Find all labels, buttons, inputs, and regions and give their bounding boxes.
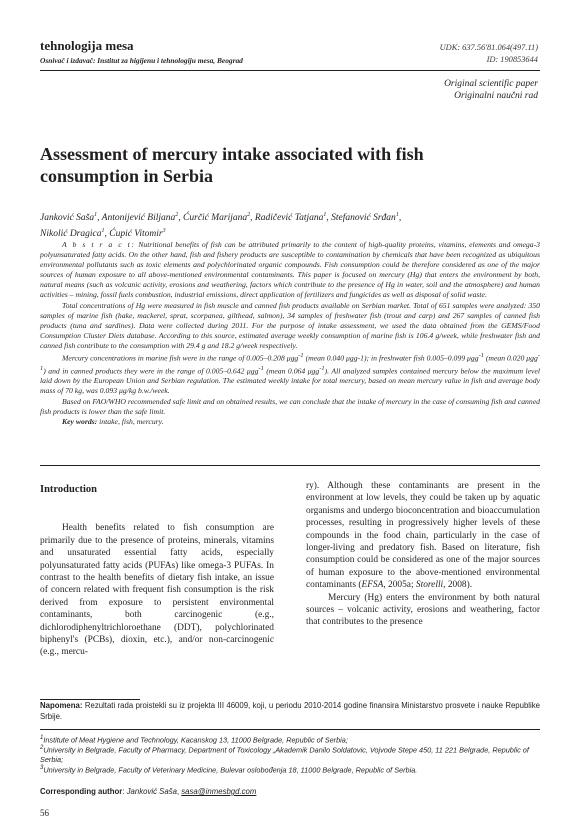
abstract-text: (mean 0.064 μgg	[263, 366, 320, 376]
author-affiliation-mark: 1	[395, 212, 399, 218]
author-affiliation-mark: 1	[323, 212, 327, 218]
intro-paragraph-right	[306, 480, 540, 592]
author-separator: ,	[97, 213, 102, 224]
author-name: Ćurčić Marijana	[183, 213, 248, 224]
udk-code: UDK: 637.56'81.064(497.11)	[439, 43, 538, 52]
footnote-text: Institute of Meat Hygiene and Technology, Kacanskog 13, 11000 Belgrade, Republic of Serbia;	[43, 735, 348, 745]
funding-note	[40, 701, 540, 722]
author-affiliation-mark: 3	[162, 228, 166, 235]
corresponding-name: Janković Saša	[126, 787, 177, 796]
record-id: ID: 190853644	[486, 55, 538, 64]
superscript: -1	[319, 364, 325, 372]
left-column	[40, 480, 274, 659]
body-text: , 2005a;	[383, 580, 416, 591]
superscript: -1	[478, 352, 484, 360]
superscript: -1	[258, 364, 264, 372]
footnote-text: University in Belgrade, Faculty of Veterinary Medicine, Bulevar oslobođenja 18, 11000 Belgrade, Republic of Serbia.	[43, 765, 418, 775]
author-separator: ,	[104, 229, 110, 240]
footnote-text: University in Belgrade, Faculty of Pharmacy, Department of Toxicology „Akademik Danilo Soldatovic, Vojvode Stepe 450, 11 221 Belgrade, Republic of Serbia;	[40, 745, 529, 764]
abstract-paragraph-4: Based on FAO/WHO recommended safe limit and on obtained results, we can conclude that the intake of mercury in the case of consuming fish and canned fish products is lower than the safe limit.	[40, 396, 540, 416]
abstract-text: ) and in canned products they were in the range of 0.005–0.642 μgg	[43, 366, 259, 376]
publisher-line: Osnivač i izdavač: Institut za higijenu i tehnologiju mesa, Beograd	[40, 56, 243, 65]
abstract-label: A b s t r a c t:	[62, 240, 136, 249]
author-name: Ćupić Vitomir	[109, 229, 163, 240]
corresponding-label: Corresponding author	[40, 787, 123, 796]
body-text: , 2008).	[443, 580, 473, 591]
author-name: Radičević Tatjana	[254, 213, 324, 224]
footnote-3	[40, 764, 540, 775]
title-line-1: Assessment of mercury intake associated with fish	[40, 144, 424, 164]
author-affiliation-mark: 1	[101, 228, 105, 235]
note-rule	[40, 699, 140, 700]
funding-note-text: Rezultati rada proistekli su iz projekta III 46009, koji, u periodu 2010-2014 godine finansira Ministarstvo prosvete i nauke Republike Srbije.	[40, 701, 540, 721]
paper-title	[40, 144, 540, 187]
abstract-paragraph-3	[40, 351, 540, 397]
corresponding-email-link[interactable]: sasa@inmesbgd.com	[181, 787, 257, 796]
footnote-mark: 3	[40, 765, 44, 771]
paper-type-sr: Originalni naučni rad	[454, 91, 538, 101]
abstract-text: Mercury concentrations in marine fish were in the range of 0.005–0.208 μgg	[62, 353, 299, 363]
intro-paragraph-left: Health benefits related to fish consumption are primarily due to the presence of proteins, minerals, vitamins and unsaturated essential fatty acids, especially polyunsaturated fatty acids (PUFAs) like omega-3 PUFAs. In contrast to the health benefits of dietary fish intake, an issue of concern related with frequent fish consumption is the risk derived from exposure to persistent environmental contaminants, both carcinogenic (e.g., dichlorodiphenyltrichloroethane (DDT), polychlorinated biphenyl's (PCBs), dioxin, etc.), and/or non-carcinogenic (e.g., mercu-	[40, 523, 274, 658]
header-rule	[40, 70, 540, 71]
journal-name: tehnologija mesa	[40, 38, 134, 53]
author-name: Antonijević Biljana	[101, 213, 176, 224]
keywords-label: Key words:	[62, 416, 98, 426]
author-name: Janković Saša	[40, 213, 95, 224]
abstract	[40, 240, 540, 427]
citation-storelli: Storelli	[415, 580, 444, 591]
page-number: 56	[40, 808, 49, 818]
author-affiliation-mark: 1	[94, 212, 98, 218]
keywords	[40, 417, 540, 427]
paper-type	[444, 78, 538, 102]
author-name: Stefanović Srđan	[331, 213, 396, 224]
author-list	[40, 209, 540, 241]
footnote-mark: 1	[40, 735, 44, 741]
paper-type-en: Original scientific paper	[444, 79, 538, 89]
udk-block	[440, 42, 538, 66]
superscript: -1	[40, 352, 540, 372]
author-separator: ,	[398, 213, 402, 224]
corresponding-author	[40, 787, 256, 796]
author-affiliation-mark: 2	[247, 212, 251, 218]
abstract-text: ). All analyzed samples contained mercury below the maximum level laid down by the European Union and Serbian regulation. The estimated weekly intake for total mercury, based on mean mercury value in fish and average body mass of 70 kg, was 0.093 μg/kg b.w./week.	[40, 366, 540, 396]
abstract-paragraph-1	[40, 240, 540, 301]
abstract-text: Nutritional benefits of fish can be attributed primarily to the content of high-quality proteins, vitamins, elements and omega-3 polyunsaturated fatty acids. On the other hand, fish and fishery products are susceptible to contamination by chemicals that have been recognized as ubiquitous environmental pollutants such as toxic elements and polychlorinated organic compounds. Fish consumption could be therefore considered as one of the major sources of human exposure to all above-mentioned environmental contaminants. This paper is focused on mercury (Hg) that enters the environment by both, natural means (such as volcanic activity, erosions and weathering, factors which contribute to the presence of Hg in water, soil and the atmosphere) and human activities – mining, fossil fuels combustion, industrial emissions, direct application of fertilizers and fungicides as well as disposal of solid waste.	[40, 240, 541, 300]
corresponding-comma: ,	[176, 787, 182, 796]
footnote-rule	[40, 729, 540, 730]
author-name: Nikolić Dragica	[40, 229, 102, 240]
abstract-text: (mean 0.040 μgg-1); in freshwater fish 0.005–0.099 μgg	[303, 353, 479, 363]
section-heading-introduction: Introduction	[40, 484, 97, 495]
superscript: -1	[298, 352, 304, 360]
intro-paragraph-right-2: Mercury (Hg) enters the environment by both natural sources – volcanic activity, erosions and weathering, factor that contributes to the presence	[306, 592, 540, 628]
abstract-text: (mean 0.020 μgg	[483, 353, 538, 363]
corresponding-colon: :	[122, 787, 127, 796]
citation-efsa: EFSA	[361, 580, 384, 591]
footnote-mark: 2	[40, 745, 44, 751]
author-separator: ,	[178, 213, 184, 224]
author-separator: ,	[326, 213, 332, 224]
funding-note-label: Napomena:	[40, 701, 83, 710]
body-text: ry). Although these contaminants are present in the environment at low levels, they could be taken up by aquatic organisms and undergo bioconcentration and bioaccumulation processes, resulting in progressively higher levels of these compounds in the food chain, particularly in the case of longer-living and predatory fish. Based on literature, fish consumption could be considered as one of the major sources of human exposure to the above-mentioned environmental contaminants (	[306, 481, 540, 591]
right-column	[306, 480, 540, 629]
author-separator: ,	[250, 213, 255, 224]
title-line-2: consumption in Serbia	[40, 165, 214, 186]
abstract-paragraph-2: Total concentrations of Hg were measured in fish muscle and canned fish products available on Serbian market. Total of 651 samples were analyzed: 350 samples of marine fish (hake, mackerel, sprat, scorpanea, gilthead, salmon), 34 samples of freshwater fish (trout and carp) and 267 samples of canned fish products (tuna and sardines). Data were collected during 2011. For the purpose of intake assessment, we used the data obtained from the GEMS/Food Consumption Cluster Diets database. According to this source, estimated average weekly consumption of marine fish is 106.4 g/week, while freshwater fish and canned fish contribute to the consumption with 29.4 g and 18.2 g/week respectively.	[40, 300, 540, 350]
author-affiliation-mark: 2	[175, 212, 179, 218]
section-divider	[40, 465, 540, 466]
footnote-2	[40, 744, 540, 764]
keywords-text: intake, fish, mercury.	[97, 416, 164, 426]
